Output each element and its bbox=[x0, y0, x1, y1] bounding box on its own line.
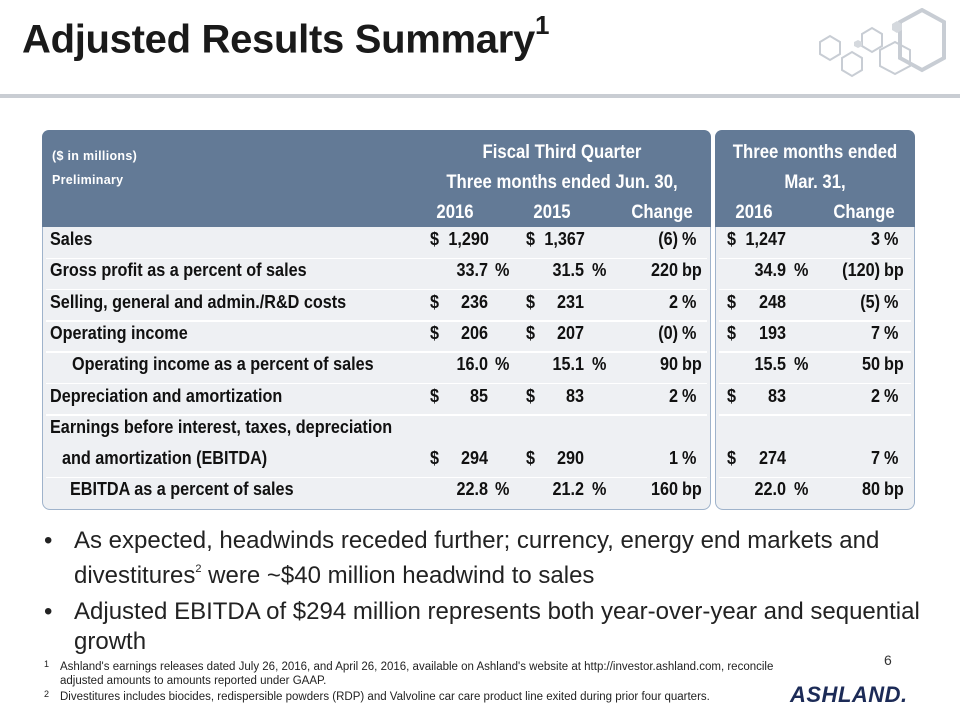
cell-d1: $ bbox=[430, 448, 440, 469]
col-header-change: Change bbox=[631, 202, 693, 223]
cell-d1: $ bbox=[430, 291, 440, 312]
cell-v3: 274 bbox=[758, 448, 786, 469]
bullet-item: • Adjusted EBITDA of $294 million represents both year-over-year and sequential growth bbox=[44, 598, 920, 655]
cell-cu: bp bbox=[682, 260, 702, 281]
units-label: ($ in millions) bbox=[52, 149, 138, 163]
cell-v2: 83 bbox=[565, 385, 584, 406]
cell-cu: % bbox=[682, 291, 697, 312]
page-number: 6 bbox=[884, 652, 892, 668]
cell-ru: % bbox=[884, 448, 899, 469]
cell-chg: 160 bbox=[650, 479, 678, 500]
row-label: Selling, general and admin./R&D costs bbox=[50, 291, 347, 312]
cell-chg: 1 bbox=[668, 448, 678, 469]
results-table bbox=[42, 130, 915, 510]
table-row bbox=[42, 227, 915, 258]
col-header-2015: 2015 bbox=[533, 202, 571, 223]
cell-v3: 1,247 bbox=[745, 229, 787, 249]
cell-u2: % bbox=[592, 354, 607, 375]
cell-v2: 15.1 bbox=[552, 354, 584, 375]
bullet-item: • As expected, headwinds receded further; currency, energy end markets and divestitures$^2$ were ~$40 million headwind to sales bbox=[44, 527, 880, 589]
cell-cu: bp bbox=[682, 354, 702, 375]
table-row bbox=[42, 415, 915, 446]
cell-d3: $ bbox=[727, 448, 737, 469]
row-label: Earnings before interest, taxes, depreciation bbox=[50, 416, 393, 437]
table-row bbox=[42, 290, 915, 321]
cell-rchg: (120) bbox=[842, 260, 880, 281]
group-header-three-months: Three months ended bbox=[732, 142, 898, 163]
cell-d3: $ bbox=[727, 291, 737, 312]
group-header-march: Mar. 31, bbox=[784, 172, 846, 193]
cell-d2: $ bbox=[526, 322, 536, 343]
cell-v2: 207 bbox=[556, 322, 584, 343]
col-header-2016: 2016 bbox=[436, 202, 474, 223]
cell-ru: bp bbox=[884, 354, 904, 375]
table-row bbox=[42, 352, 915, 383]
cell-ru: % bbox=[884, 322, 899, 343]
cell-chg: (0) bbox=[658, 322, 678, 343]
table-row bbox=[42, 258, 915, 289]
cell-v3: 15.5 bbox=[754, 354, 786, 375]
cell-cu: % bbox=[682, 448, 697, 469]
row-label: and amortization (EBITDA) bbox=[62, 448, 268, 469]
page-title-text: Adjusted Results Summary bbox=[22, 17, 535, 62]
col-header-mar-2016: 2016 bbox=[735, 202, 773, 223]
cell-v1: 236 bbox=[460, 291, 488, 312]
cell-d3: $ bbox=[727, 322, 737, 343]
cell-rchg: 50 bbox=[861, 354, 880, 375]
cell-chg: 2 bbox=[668, 385, 678, 406]
cell-rchg: (5) bbox=[860, 291, 880, 312]
cell-v2: 21.2 bbox=[552, 479, 584, 500]
cell-v1: 85 bbox=[469, 385, 488, 406]
cell-v2: 31.5 bbox=[552, 260, 584, 281]
cell-v1: 1,290 bbox=[448, 229, 489, 249]
page-title bbox=[22, 10, 550, 62]
cell-v1: 22.8 bbox=[456, 479, 488, 500]
cell-chg: 90 bbox=[659, 354, 678, 375]
cell-cu: % bbox=[682, 385, 697, 406]
cell-v1: 294 bbox=[460, 448, 488, 469]
cell-d2: $ bbox=[526, 385, 536, 406]
row-label: EBITDA as a percent of sales bbox=[70, 479, 294, 500]
title-footnote-ref: 1 bbox=[534, 10, 550, 40]
cell-v1: 16.0 bbox=[456, 354, 488, 375]
cell-v2: 290 bbox=[556, 448, 584, 469]
cell-d1: $ bbox=[430, 385, 440, 406]
cell-cu: % bbox=[682, 229, 697, 249]
footnote-1: 1 Ashland's earnings releases dated July 26, 2016, and April 26, 2016, available on Ashland's website at http://investor.ashland.com, reconcile adjusted amounts to amounts reported under GAAP. bbox=[44, 659, 774, 687]
cell-u2: % bbox=[592, 479, 607, 500]
cell-d3: $ bbox=[727, 385, 737, 406]
group-header-june: Three months ended Jun. 30, bbox=[446, 172, 678, 193]
cell-rchg: 2 bbox=[870, 385, 880, 406]
cell-rchg: 7 bbox=[870, 322, 880, 343]
table-row bbox=[42, 477, 915, 508]
cell-u3: % bbox=[794, 479, 809, 500]
row-label: Operating income as a percent of sales bbox=[72, 354, 374, 375]
cell-v3: 22.0 bbox=[754, 479, 786, 500]
cell-d3: $ bbox=[727, 229, 737, 249]
cell-rchg: 80 bbox=[861, 479, 880, 500]
cell-u1: % bbox=[495, 354, 510, 375]
cell-v3: 34.9 bbox=[754, 260, 786, 281]
cell-v3: 248 bbox=[758, 291, 786, 312]
cell-v2: 231 bbox=[556, 291, 584, 312]
cell-d2: $ bbox=[526, 229, 536, 249]
cell-v1: 206 bbox=[460, 322, 488, 343]
footnote-2: 2 Divestitures includes biocides, redispersible powders (RDP) and Valvoline car care product line exited during prior four quarters. bbox=[44, 689, 710, 703]
cell-ru: bp bbox=[884, 479, 904, 500]
cell-v3: 83 bbox=[767, 385, 786, 406]
cell-ru: bp bbox=[884, 260, 904, 281]
cell-d1: $ bbox=[430, 322, 440, 343]
cell-v2: 1,367 bbox=[544, 229, 585, 249]
table-row bbox=[42, 321, 915, 352]
row-label: Sales bbox=[50, 229, 93, 249]
cell-ru: % bbox=[884, 291, 899, 312]
cell-u2: % bbox=[592, 260, 607, 281]
cell-d1: $ bbox=[430, 229, 440, 249]
preliminary-label: Preliminary bbox=[52, 173, 124, 187]
row-label: Gross profit as a percent of sales bbox=[50, 260, 307, 281]
group-header-fiscal-quarter: Fiscal Third Quarter bbox=[482, 142, 642, 163]
cell-u1: % bbox=[495, 479, 510, 500]
bullet-dot: • bbox=[44, 598, 53, 625]
row-label: Depreciation and amortization bbox=[50, 385, 283, 406]
cell-ru: % bbox=[884, 229, 899, 249]
cell-chg: 2 bbox=[668, 291, 678, 312]
table-row bbox=[42, 384, 915, 415]
cell-d2: $ bbox=[526, 291, 536, 312]
footnote-ref: 2 bbox=[195, 563, 202, 575]
cell-rchg: 3 bbox=[870, 229, 880, 249]
bullet-dot: • bbox=[44, 527, 53, 554]
cell-u1: % bbox=[495, 260, 510, 281]
cell-v3: 193 bbox=[758, 322, 786, 343]
cell-v1: 33.7 bbox=[456, 260, 488, 281]
table-row bbox=[42, 446, 915, 477]
cell-u3: % bbox=[794, 354, 809, 375]
cell-u3: % bbox=[794, 260, 809, 281]
cell-ru: % bbox=[884, 385, 899, 406]
row-label: Operating income bbox=[50, 322, 188, 343]
header-rule bbox=[0, 94, 960, 98]
cell-d2: $ bbox=[526, 448, 536, 469]
cell-rchg: 7 bbox=[870, 448, 880, 469]
ashland-logo: ASHLAND. bbox=[790, 682, 908, 707]
bullet-list bbox=[44, 526, 924, 663]
cell-chg: (6) bbox=[658, 229, 678, 249]
cell-cu: bp bbox=[682, 479, 702, 500]
hexagon-decoration-icon bbox=[800, 8, 960, 92]
cell-cu: % bbox=[682, 322, 697, 343]
cell-chg: 220 bbox=[650, 260, 678, 281]
col-header-mar-change: Change bbox=[833, 202, 895, 223]
